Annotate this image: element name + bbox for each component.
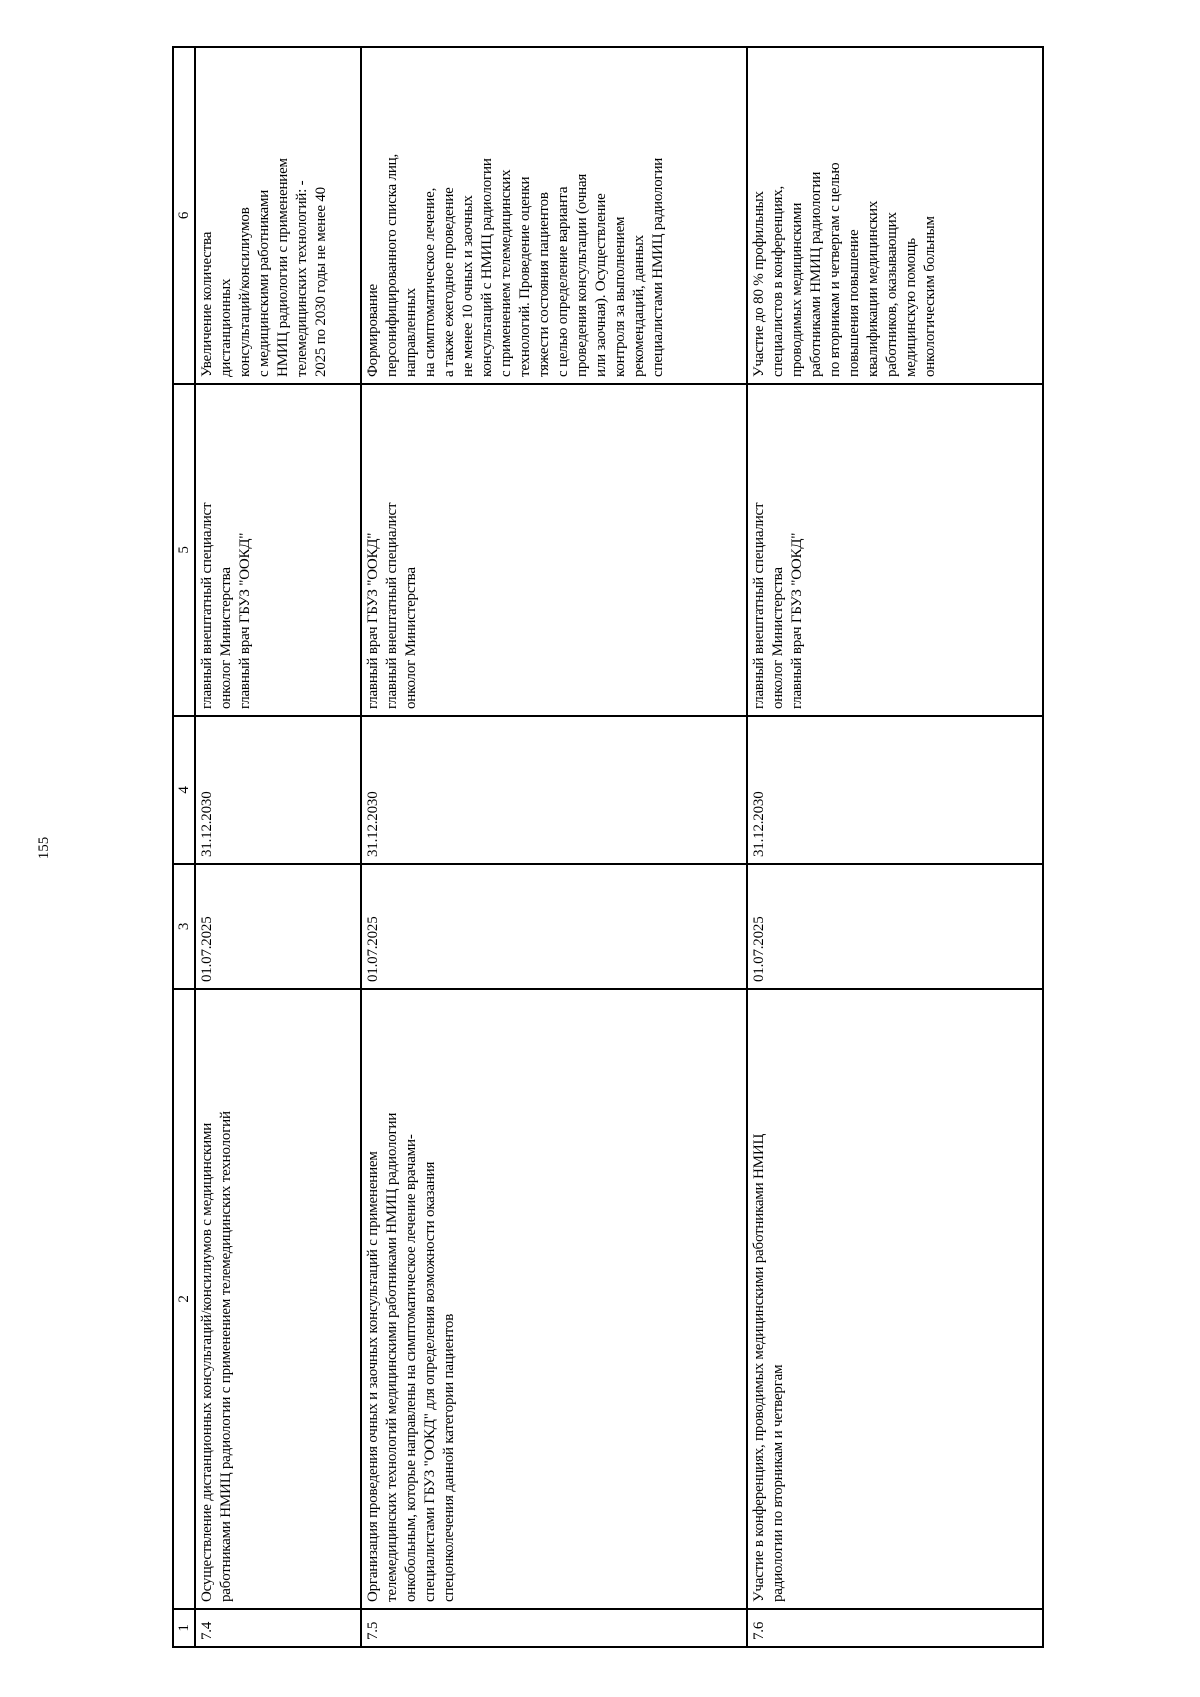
result-cell: Формирование персонифицированного списка лиц, направленных на симптоматическое лечение, а также ежегодное проведение не менее 10 очных и заочных консультаций с НМИЦ радиологии с применением телемедицинских технологий. Проведение оценки тяжести состояния пациентов с целью определение варианта проведения консультации (очная или заочная). Осуществление контроля за выполнением рекомендаций, данных специалистами НМИЦ радиологии <box>361 47 747 384</box>
table-row <box>747 47 1043 1647</box>
header-cell: 5 <box>173 384 195 716</box>
responsible-cell: главный внештатный специалист онколог Министерства главный врач ГБУЗ "ООКД" <box>195 384 361 716</box>
responsible-cell: главный внештатный специалист онколог Министерства главный врач ГБУЗ "ООКД" <box>747 384 1043 716</box>
rotated-table-wrapper <box>172 48 1040 1648</box>
plan-table <box>172 46 1044 1648</box>
result-cell: Участие до 80 % профильных специалистов в конференциях, проводимых медицинскими работниками НМИЦ радиологии по вторникам и четвергам с целью повышения повышение квалификации медицинских работников, оказывающих медицинскую помощь онкологическим больным <box>747 47 1043 384</box>
table-row <box>195 47 361 1647</box>
header-cell: 4 <box>173 716 195 864</box>
header-cell: 3 <box>173 864 195 989</box>
activity-cell: Участие в конференциях, проводимых медицинскими работниками НМИЦ радиологии по вторникам и четвергам <box>747 989 1043 1609</box>
end-date-cell: 31.12.2030 <box>361 716 747 864</box>
result-cell: Увеличение количества дистанционных консультаций/консилиумов с медицинскими работниками НМИЦ радиологии с применением телемедицинских технологий: - 2025 по 2030 годы не менее 40 <box>195 47 361 384</box>
row-number-cell: 7.5 <box>361 1609 747 1647</box>
row-number-cell: 7.4 <box>195 1609 361 1647</box>
page-number: 155 <box>36 836 52 860</box>
responsible-cell: главный врач ГБУЗ "ООКД" главный внештатный специалист онколог Министерства <box>361 384 747 716</box>
table-header-row <box>173 47 195 1647</box>
header-cell: 2 <box>173 989 195 1609</box>
start-date-cell: 01.07.2025 <box>195 864 361 989</box>
activity-cell: Осуществление дистанционных консультаций/консилиумов с медицинскими работниками НМИЦ радиологии с применением телемедицинских технологий <box>195 989 361 1609</box>
end-date-cell: 31.12.2030 <box>195 716 361 864</box>
activity-cell: Организация проведения очных и заочных консультаций с применением телемедицинских технологий медицинскими работниками НМИЦ радиологии онкобольным, которые направлены на симптоматическое лечение врачами- специалистами ГБУЗ "ООКД" для определения возможности оказания спецонколечения данной категории пациентов <box>361 989 747 1609</box>
end-date-cell: 31.12.2030 <box>747 716 1043 864</box>
table-row <box>361 47 747 1647</box>
start-date-cell: 01.07.2025 <box>747 864 1043 989</box>
header-cell: 1 <box>173 1609 195 1647</box>
start-date-cell: 01.07.2025 <box>361 864 747 989</box>
header-cell: 6 <box>173 47 195 384</box>
row-number-cell: 7.6 <box>747 1609 1043 1647</box>
